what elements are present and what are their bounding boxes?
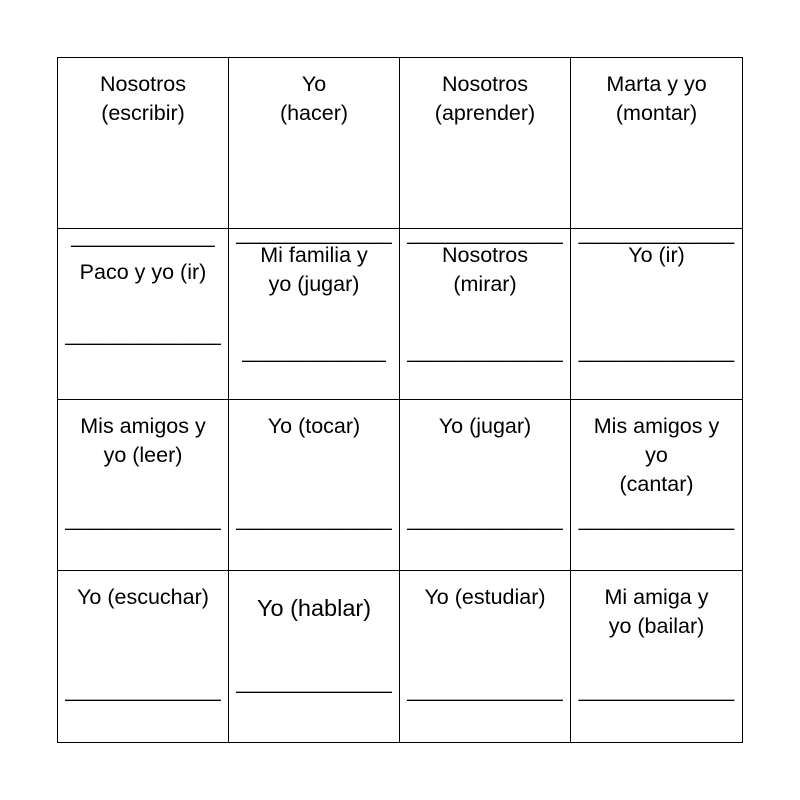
bingo-cell-r4c4[interactable]: [571, 571, 742, 742]
answer-blank: ____________: [242, 339, 386, 363]
bingo-cell-r2c1[interactable]: [58, 229, 229, 400]
answer-blank: _____________: [236, 221, 392, 245]
answer-blank: _____________: [65, 678, 221, 702]
answer-blank: _____________: [236, 507, 392, 531]
cell-prompt: Yo (hablar): [256, 595, 372, 621]
cell-prompt: Paco y yo (ir): [79, 260, 207, 284]
cell-prompt: Yo (escuchar): [77, 585, 209, 609]
answer-blank: _____________: [65, 322, 221, 346]
cell-prompt: Yo (estudiar): [424, 585, 546, 609]
answer-blank: _____________: [407, 507, 563, 531]
answer-blank: _____________: [65, 507, 221, 531]
cell-prompt: Yo (hacer): [279, 72, 349, 125]
bingo-cell-r4c3[interactable]: [400, 571, 571, 742]
bingo-cell-r3c4[interactable]: [571, 400, 742, 571]
bingo-cell-r1c4[interactable]: [571, 58, 742, 245]
bingo-cell-r1c2[interactable]: [229, 58, 400, 245]
bingo-cell-r1c1[interactable]: [58, 58, 229, 248]
bingo-cell-r3c3[interactable]: [400, 400, 571, 571]
answer-blank: _____________: [236, 670, 392, 694]
bingo-cell-r1c3[interactable]: [400, 58, 571, 245]
cell-prompt: Mis amigos y yo (cantar): [593, 414, 720, 496]
answer-blank: _____________: [578, 339, 735, 363]
cell-prompt: Nosotros (mirar): [441, 243, 529, 296]
bingo-cell-r2c2[interactable]: [229, 229, 400, 400]
bingo-cell-r3c2[interactable]: [229, 400, 400, 571]
cell-prompt: Yo (tocar): [267, 414, 361, 438]
cell-prompt: Yo (ir): [628, 243, 685, 267]
answer-blank: _____________: [578, 678, 735, 702]
cell-prompt: Marta y yo (montar): [606, 72, 707, 125]
bingo-cell-r3c1[interactable]: [58, 400, 229, 571]
cell-prompt: Mis amigos y yo (leer): [80, 414, 206, 467]
answer-blank: _____________: [578, 507, 735, 531]
cell-prompt: Nosotros (aprender): [434, 72, 536, 125]
bingo-board: [57, 57, 743, 743]
bingo-cell-r4c2[interactable]: [229, 571, 400, 742]
cell-prompt: Mi familia y yo (jugar): [260, 243, 368, 296]
cell-prompt: Nosotros (escribir): [99, 72, 187, 125]
cell-prompt: Yo (jugar): [438, 414, 532, 438]
bingo-cell-r4c1[interactable]: [58, 571, 229, 742]
bingo-cell-r2c3[interactable]: [400, 229, 571, 400]
cell-prompt: Mi amiga y yo (bailar): [604, 585, 709, 638]
answer-blank: ____________: [71, 224, 215, 248]
answer-blank: _____________: [407, 678, 563, 702]
answer-blank: _____________: [407, 339, 563, 363]
answer-blank: _____________: [578, 221, 735, 245]
answer-blank: _____________: [407, 221, 563, 245]
bingo-cell-r2c4[interactable]: [571, 229, 742, 400]
